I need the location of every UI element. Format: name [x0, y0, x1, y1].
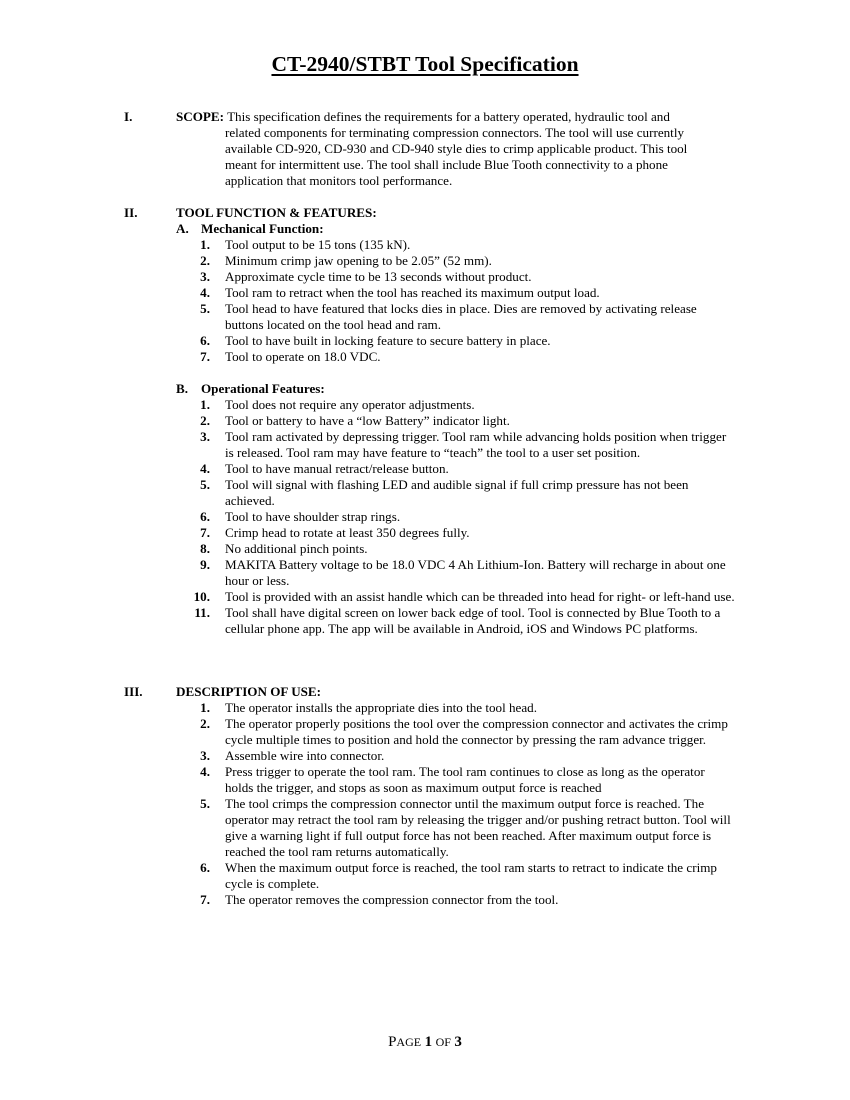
list-item: 1. Tool output to be 15 tons (135 kN).: [200, 237, 411, 252]
list-item: 10. Tool is provided with an assist handle which can be threaded into head for right- or left-hand use.: [193, 589, 735, 604]
list-item: 11. Tool shall have digital screen on lower back edge of tool. Tool is connected by Blue Tooth to a cellular phone app. The app will be available in Android, iOS and Windows PC platforms.: [194, 605, 721, 636]
document-title: CT-2940/STBT Tool Specification: [271, 52, 579, 76]
list-item: 6. When the maximum output force is reached, the tool ram starts to retract to indicate the crimp cycle is complete.: [200, 860, 717, 891]
list-item: 5. Tool will signal with flashing LED and audible signal if full crimp pressure has not been achieved.: [200, 477, 689, 508]
section-heading: DESCRIPTION OF USE:: [176, 684, 322, 699]
list-item: 4. Tool to have manual retract/release button.: [200, 461, 449, 476]
section-heading: TOOL FUNCTION & FEATURES:: [176, 205, 377, 220]
section-numeral: III.: [124, 684, 143, 699]
list-item: 7. Crimp head to rotate at least 350 degrees fully.: [200, 525, 470, 540]
scope-line: application that monitors tool performance.: [225, 173, 453, 188]
scope-line: meant for intermittent use. The tool shall include Blue Tooth connectivity to a phone: [225, 157, 668, 172]
list-item: 5. Tool head to have featured that locks dies in place. Dies are removed by activating release buttons located on the tool head and ram.: [200, 301, 697, 332]
scope-line: This specification defines the requirements for a battery operated, hydraulic tool and: [227, 109, 670, 124]
description-of-use-list: [176, 700, 736, 908]
list-item: 3. Assemble wire into connector.: [200, 748, 385, 763]
section-numeral: II.: [124, 205, 138, 220]
scope-line: available CD-920, CD-930 and CD-940 style dies to crimp applicable product. This tool: [225, 141, 688, 156]
list-item: 9. MAKITA Battery voltage to be 18.0 VDC 4 Ah Lithium-Ion. Battery will recharge in about one hour or less.: [200, 557, 726, 588]
subsection-letter: A.: [176, 221, 189, 236]
section-numeral: I.: [124, 109, 133, 124]
page-label-rest: AGE: [396, 1035, 422, 1049]
total-pages: 3: [454, 1034, 462, 1050]
list-item: 7. The operator removes the compression connector from the tool.: [200, 892, 559, 907]
subsection-letter: B.: [176, 381, 189, 396]
subsection-title: Operational Features:: [201, 381, 325, 396]
page-footer: [0, 1033, 850, 1052]
list-item: 3. Approximate cycle time to be 13 seconds without product.: [200, 269, 532, 284]
list-item: 4. Press trigger to operate the tool ram. The tool ram continues to close as long as the operator holds the trigger, and stops as soon as maximum output force is reached: [200, 764, 705, 795]
scope-paragraph: [176, 109, 731, 189]
subsection-heading: [176, 221, 324, 237]
list-item: 1. Tool does not require any operator adjustments.: [200, 397, 475, 412]
list-item: 7. Tool to operate on 18.0 VDC.: [200, 349, 381, 364]
list-item: 3. Tool ram activated by depressing trigger. Tool ram while advancing holds position when trigger is released. Tool ram may have feature to “teach” the tool to a user set position.: [200, 429, 727, 460]
scope-heading: SCOPE:: [176, 109, 225, 124]
operational-features-list: [176, 397, 736, 637]
mechanical-function-list: [176, 237, 736, 365]
list-item: 5. The tool crimps the compression connector until the maximum output force is reached. The operator may retract the tool ram by releasing the trigger and/or pushing retract button. Tool will give a warning light if full output force has not been reached. After maximum output force is reached the tool ram returns automatically.: [200, 796, 731, 859]
list-item: 2. Tool or battery to have a “low Battery” indicator light.: [200, 413, 510, 428]
subsection-heading: [176, 381, 325, 397]
page-number: 1: [424, 1034, 433, 1050]
list-item: 6. Tool to have shoulder strap rings.: [200, 509, 401, 524]
page-label-initial: P: [388, 1034, 397, 1050]
list-item: 2. Minimum crimp jaw opening to be 2.05” (52 mm).: [200, 253, 492, 268]
scope-line: related components for terminating compression connectors. The tool will use currently: [225, 125, 685, 140]
of-label: OF: [435, 1035, 451, 1049]
list-item: 2. The operator properly positions the tool over the compression connector and activates the crimp cycle multiple times to position and hold the connector by pressing the ram advance trigger.: [200, 716, 728, 747]
list-item: 6. Tool to have built in locking feature to secure battery in place.: [200, 333, 551, 348]
list-item: 8. No additional pinch points.: [200, 541, 368, 556]
subsection-title: Mechanical Function:: [201, 221, 324, 236]
list-item: 1. The operator installs the appropriate dies into the tool head.: [200, 700, 537, 715]
list-item: 4. Tool ram to retract when the tool has reached its maximum output load.: [200, 285, 600, 300]
